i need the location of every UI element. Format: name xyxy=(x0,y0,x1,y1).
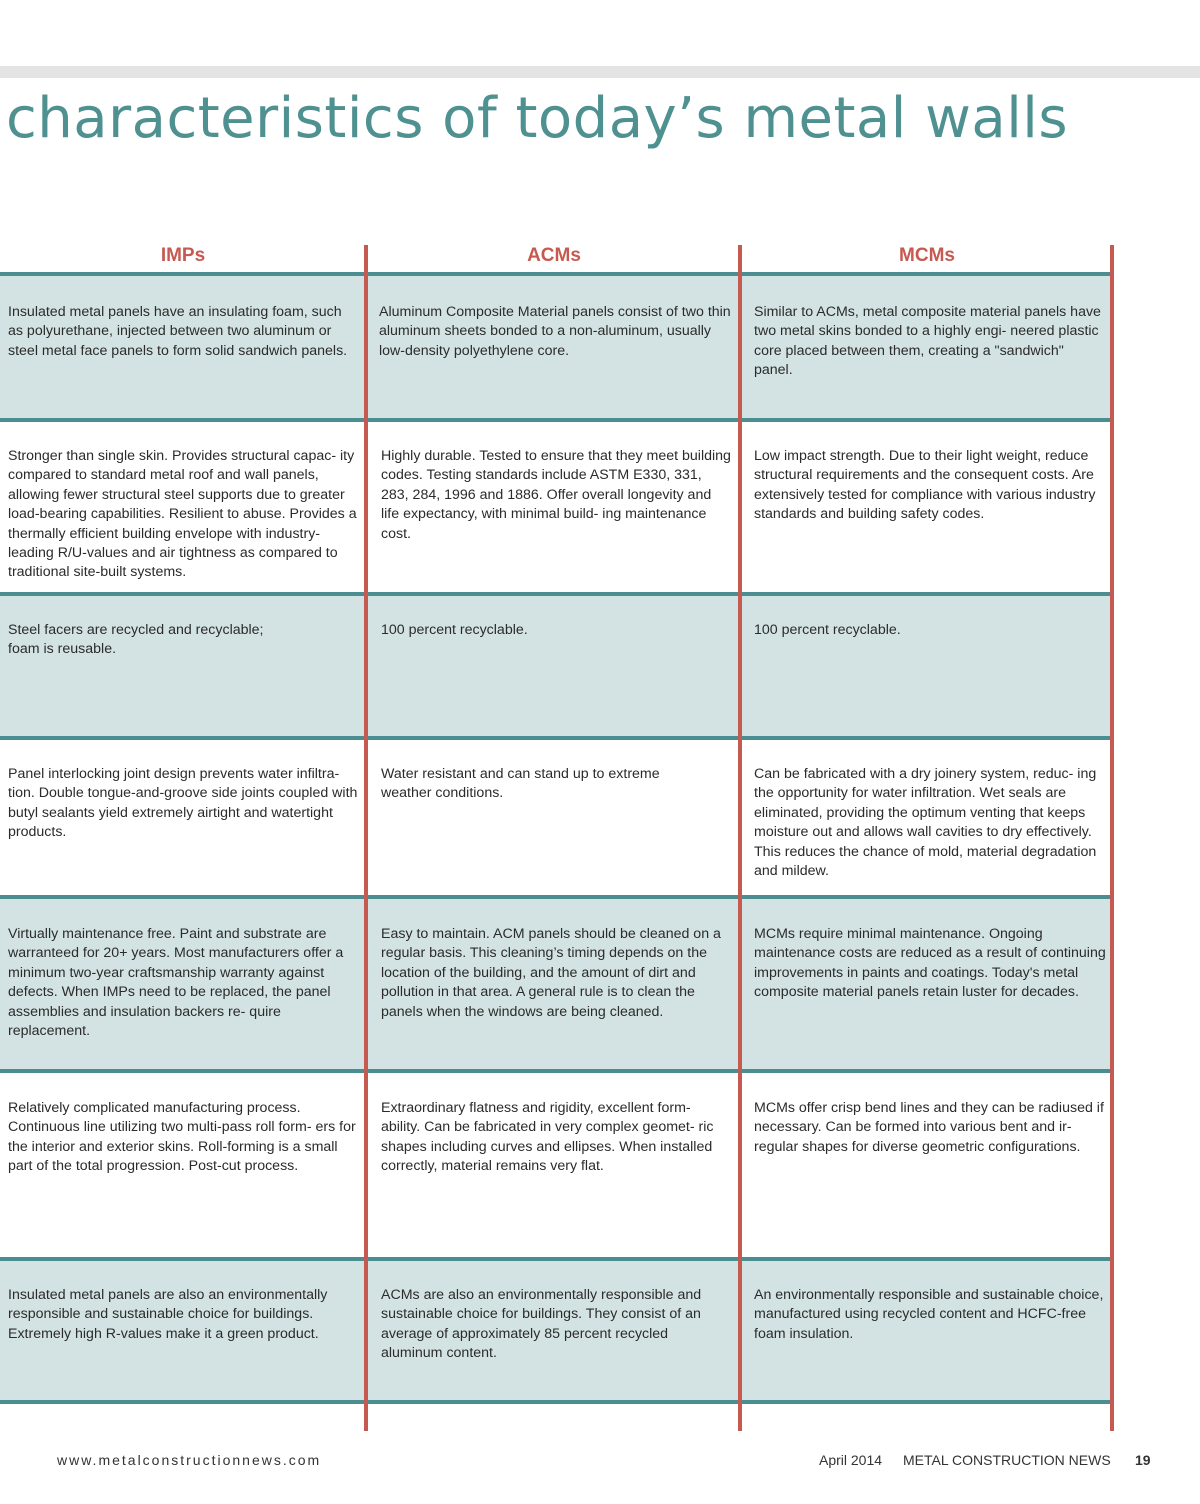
footer-publication: METAL CONSTRUCTION NEWS xyxy=(903,1452,1111,1468)
table-row-definition xyxy=(0,272,1113,418)
cell-imps-recyclability: Steel facers are recycled and recyclable; foam is reusable. xyxy=(8,622,264,658)
cell-mcms-fabrication: MCMs offer crisp bend lines and they can be radiused if necessary. Can be formed into various bent and ir- regular shapes for diverse geometric configurations. xyxy=(754,1100,1104,1155)
cell-acms-strength: Highly durable. Tested to ensure that they meet building codes. Testing standards include ASTM E330, 331, 283, 284, 1996 and 1886. Offer overall longevity and life expectancy, with minimal build- ing maintenance cost. xyxy=(381,448,731,542)
cell-mcms-water-resistance: Can be fabricated with a dry joinery system, reduc- ing the opportunity for water infiltration. Wet seals are eliminated, providing the optimum venting that keeps moisture out and allows wall cavities to dry effectively. This reduces the chance of mold, material degradation and mildew. xyxy=(754,766,1097,880)
cell-mcms-definition: Similar to ACMs, metal composite material panels have two metal skins bonded to a highly engi- neered plastic core placed between them, creating a "sandwich" panel. xyxy=(754,304,1101,379)
column-divider-2 xyxy=(738,245,742,1431)
cell-acms-sustainability: ACMs are also an environmentally responsible and sustainable choice for buildings. They consist of an average of approximately 85 percent recycled aluminum content. xyxy=(381,1287,702,1362)
cell-acms-water-resistance: Water resistant and can stand up to extreme weather conditions. xyxy=(381,766,660,802)
cell-acms-definition: Aluminum Composite Material panels consist of two thin aluminum sheets bonded to a non-aluminum, usually low-density polyethylene core. xyxy=(379,304,731,359)
top-band xyxy=(0,66,1200,78)
table-row-recyclability xyxy=(0,592,1113,736)
cell-acms-recyclability: 100 percent recyclable. xyxy=(381,622,528,638)
cell-mcms-sustainability: An environmentally responsible and sustainable choice, manufactured using recycled content and HCFC-free foam insulation. xyxy=(754,1287,1104,1342)
cell-mcms-recyclability: 100 percent recyclable. xyxy=(754,622,901,638)
cell-imps-definition: Insulated metal panels have an insulating foam, such as polyurethane, injected between two aluminum or steel metal face panels to form solid sandwich panels. xyxy=(8,304,348,359)
cell-imps-water-resistance: Panel interlocking joint design prevents water infiltra- tion. Double tongue-and-groove side joints coupled with butyl sealants yield extremely airtight and watertight products. xyxy=(8,766,358,841)
page-title: characteristics of today’s metal walls xyxy=(6,86,1068,151)
column-header-acms: ACMs xyxy=(527,245,581,266)
cell-acms-maintenance: Easy to maintain. ACM panels should be cleaned on a regular basis. This cleaning’s timing depends on the location of the building, and the amount of dirt and pollution in that area. A general rule is to clean the panels when the windows are being cleaned. xyxy=(381,926,721,1020)
cell-imps-strength: Stronger than single skin. Provides structural capac- ity compared to standard metal roof and wall panels, allowing fewer structural steel supports due to greater load-bearing capabilities. Resilient to abuse. Provides a thermally efficient building envelope with industry-leading R/U-values and air tightness as compared to traditional site-built systems. xyxy=(8,448,357,581)
column-divider-1 xyxy=(364,245,368,1431)
cell-imps-maintenance: Virtually maintenance free. Paint and substrate are warranteed for 20+ years. Most manufacturers offer a minimum two-year craftsmanship warranty against defects. When IMPs need to be replaced, the panel assemblies and insulation backers re- quire replacement. xyxy=(8,926,344,1040)
cell-mcms-maintenance: MCMs require minimal maintenance. Ongoing maintenance costs are reduced as a result of continuing improvements in paints and coatings. Today's metal composite material panels retain luster for decades. xyxy=(754,926,1106,1001)
cell-imps-sustainability: Insulated metal panels are also an environmentally responsible and sustainable choice for buildings. Extremely high R-values make it a green product. xyxy=(8,1287,328,1342)
table-row-sustainability xyxy=(0,1257,1113,1404)
cell-mcms-strength: Low impact strength. Due to their light weight, reduce structural requirements and the consequent costs. Are extensively tested for compliance with various industry standards and building safety codes. xyxy=(754,448,1096,523)
column-header-mcms: MCMs xyxy=(899,245,955,266)
footer-page-number: 19 xyxy=(1135,1452,1151,1468)
table-row-fabrication xyxy=(0,1069,1113,1257)
cell-imps-fabrication: Relatively complicated manufacturing process. Continuous line utilizing two multi-pass roll form- ers for the interior and exterior skins. Roll-forming is a small part of the total progression. Post-cut process. xyxy=(8,1100,356,1175)
footer-url: www.metalconstructionnews.com xyxy=(57,1452,322,1468)
table-row-water-resistance xyxy=(0,736,1113,895)
cell-acms-fabrication: Extraordinary flatness and rigidity, excellent form- ability. Can be fabricated in very complex geomet- ric shapes including curves and ellipses. When installed correctly, material remains very flat. xyxy=(381,1100,714,1175)
table-row-maintenance xyxy=(0,895,1113,1069)
footer-date: April 2014 xyxy=(819,1452,883,1468)
column-divider-3 xyxy=(1110,245,1114,1431)
column-header-imps: IMPs xyxy=(160,245,206,266)
table-row-strength xyxy=(0,418,1113,592)
